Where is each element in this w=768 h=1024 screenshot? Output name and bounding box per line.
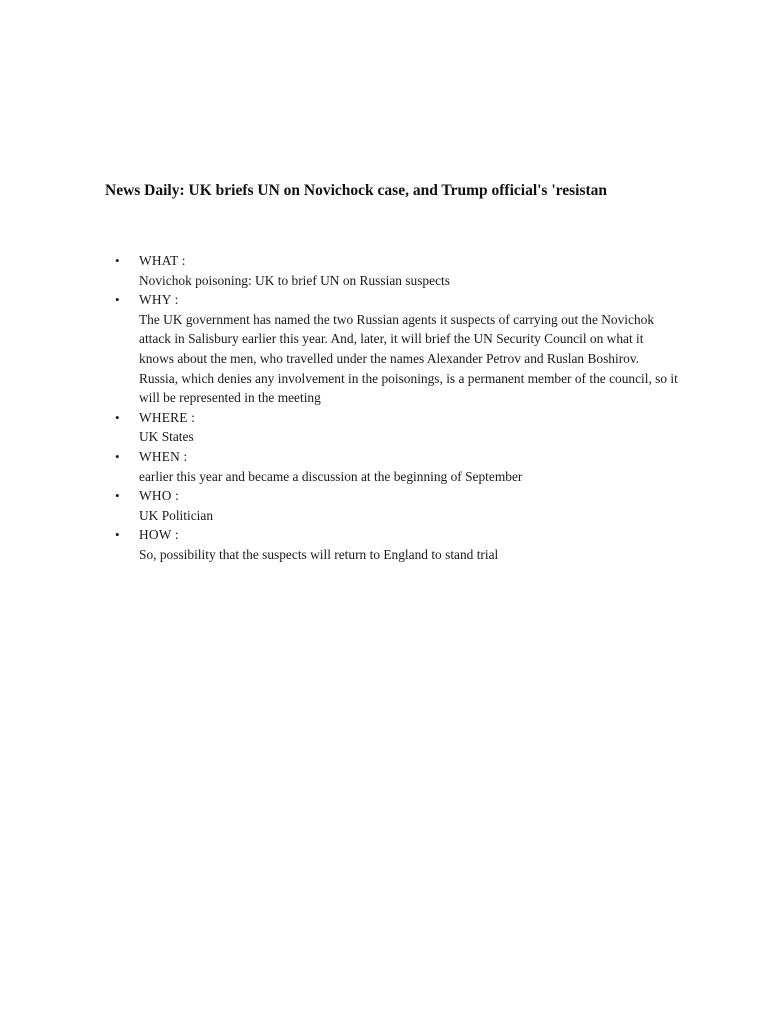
item-label: WHEN :: [139, 448, 188, 464]
bullet-icon: •: [115, 448, 120, 464]
list-item-when: [115, 447, 679, 486]
bullet-icon: •: [115, 488, 120, 504]
bullet-icon: •: [115, 527, 120, 543]
item-label: WHO :: [139, 488, 180, 504]
item-label: WHERE :: [139, 409, 196, 425]
bullet-icon: •: [115, 292, 120, 308]
bullet-icon: •: [115, 409, 120, 425]
item-text: UK Politician: [139, 507, 214, 523]
item-label: WHY :: [139, 292, 179, 308]
five-w-list: [115, 251, 679, 565]
list-item-why: [115, 290, 679, 408]
document-title: News Daily: UK briefs UN on Novichock case, and Trump official's 'resistan: [105, 182, 608, 199]
item-text: Novichok poisoning: UK to brief UN on Russian suspects: [139, 272, 450, 288]
item-label: HOW :: [139, 527, 179, 543]
item-label: WHAT :: [139, 253, 186, 268]
bullet-icon: •: [115, 253, 120, 268]
item-text: UK States: [139, 429, 194, 445]
list-item-who: [115, 486, 679, 525]
list-item-how: [115, 525, 679, 564]
list-item-where: [115, 408, 679, 447]
item-text: earlier this year and became a discussion at the beginning of September: [139, 468, 523, 484]
item-text: The UK government has named the two Russian agents it suspects of carrying out the Novichok attack in Salisbury earlier this year. And, later, it will brief the UN Security Council on what it knows about the men, who travelled under the names Alexander Petrov and Ruslan Boshirov.: [139, 311, 655, 366]
item-text: Russia, which denies any involvement in the poisonings, is a permanent member of the council, so it will be represented in the meeting: [139, 370, 678, 406]
list-item-what: [115, 251, 679, 290]
item-text: So, possibility that the suspects will return to England to stand trial: [139, 546, 499, 562]
